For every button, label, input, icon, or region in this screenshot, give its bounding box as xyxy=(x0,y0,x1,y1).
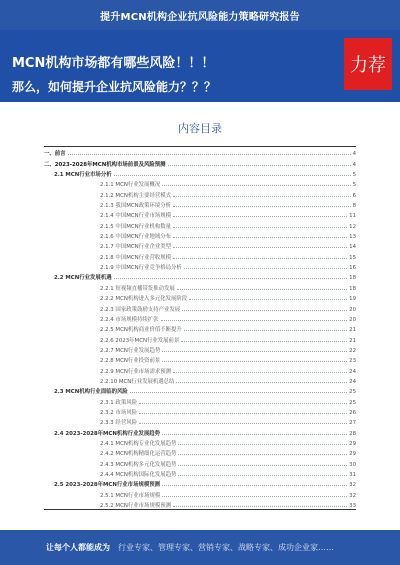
toc-dot-leader xyxy=(139,413,347,414)
toc-entry-label: 2.1.1 MCN行业发展概况 xyxy=(100,182,161,189)
toc-dot-leader xyxy=(162,485,347,486)
toc-entry-page: 8 xyxy=(352,203,356,210)
toc-dot-leader xyxy=(184,330,347,331)
toc-dot-leader xyxy=(162,434,347,435)
footer-strip xyxy=(0,530,400,565)
toc-entry-page: 20 xyxy=(349,316,356,323)
toc-entry[interactable] xyxy=(44,499,356,509)
toc-dot-leader xyxy=(189,299,347,300)
toc-dot-leader xyxy=(114,175,351,176)
toc-entry-page: 4 xyxy=(352,151,356,158)
toc-entry-label: 2.1.4 中国MCN行业市场规模 xyxy=(100,213,172,220)
toc-entry-page: 19 xyxy=(349,296,356,303)
toc-entry[interactable] xyxy=(44,271,356,281)
toc-title: 内容目录 xyxy=(178,122,222,135)
toc-entry-label: 2.2.10 MCN行业发展机遇总结 xyxy=(100,378,175,385)
toc-entry-label: 2.1.7 中国MCN行业企业类型 xyxy=(100,244,172,251)
toc-entry[interactable] xyxy=(44,209,356,219)
banner xyxy=(0,30,400,102)
toc-entry[interactable] xyxy=(44,147,356,157)
banner-subheadline: 那么，如何提升企业抗风险能力？？？ xyxy=(12,80,217,94)
toc-entry-label: 2.4.4 MCN机构国际化发展趋势 xyxy=(100,472,177,478)
toc-dot-leader xyxy=(176,382,347,383)
toc-entry[interactable] xyxy=(44,250,356,260)
toc-entry-page: 29 xyxy=(349,440,356,447)
toc-entry-page: 14 xyxy=(349,244,356,251)
toc-entry-label: 2.2 MCN行业发展机遇 xyxy=(54,275,112,282)
toc-entry-label: 2.2.9 MCN行业市场需求预测 xyxy=(100,368,172,375)
toc-entry[interactable] xyxy=(44,426,356,436)
toc-entry[interactable] xyxy=(44,478,356,488)
toc-entry[interactable] xyxy=(44,364,356,374)
toc-entry-label: 2.4 2023-2028年MCN机构行业发展趋势 xyxy=(54,430,161,437)
header-strip xyxy=(0,0,400,30)
toc-entry-label: 2.2.1 短视频直播带货推动发展 xyxy=(100,285,175,292)
toc-entry-label: 2.2.8 MCN行业投资前景 xyxy=(100,358,161,365)
toc-entry-label: 2.4.2 MCN机构精细化运营趋势 xyxy=(100,451,177,458)
toc-dot-leader xyxy=(178,454,347,455)
toc-dot-leader xyxy=(68,154,351,155)
toc-entry-page: 31 xyxy=(349,472,356,478)
toc-entry-page: 18 xyxy=(349,275,356,282)
toc-dot-leader xyxy=(181,341,347,342)
toc-entry[interactable] xyxy=(44,292,356,302)
toc-dot-leader xyxy=(173,247,347,248)
toc-entry-page: 33 xyxy=(349,503,356,510)
toc-entry-page: 25 xyxy=(349,399,356,406)
toc-entry-page: 5 xyxy=(352,172,356,179)
toc-dot-leader xyxy=(139,403,347,404)
toc-entry-label: 2.1.6 中国MCN行业地域分布 xyxy=(100,234,172,241)
toc-entry[interactable] xyxy=(44,178,356,188)
toc-entry-page: 32 xyxy=(349,482,356,489)
toc-entry-label: 2.5 2023-2028年MCN行业市场规模预测 xyxy=(54,482,161,489)
toc-entry-page: 21 xyxy=(349,327,356,334)
table-of-contents xyxy=(44,146,356,510)
logo-text: 力荐 xyxy=(350,55,386,76)
toc-entry-label: 2.1.5 中国MCN行业机构数量 xyxy=(100,223,172,230)
toc-entry-label: 2.2.4 市场规模持续扩张 xyxy=(100,316,159,323)
toc-entry-label: 2.3.1 政策风险 xyxy=(100,399,137,406)
toc-dot-leader xyxy=(173,506,347,507)
toc-entry-page: 26 xyxy=(349,409,356,416)
toc-entry-label: 2.5.2 MCN行业市场规模预测 xyxy=(100,503,172,510)
toc-entry-page: 13 xyxy=(349,234,356,241)
toc-dot-leader xyxy=(173,372,347,373)
toc-entry-label: 2.1 MCN行业市场分析 xyxy=(54,172,112,179)
toc-entry[interactable] xyxy=(44,447,356,457)
toc-dot-leader xyxy=(139,423,347,424)
toc-dot-leader xyxy=(178,465,347,466)
toc-entry[interactable] xyxy=(44,219,356,229)
toc-entry-label: 2.2.6 2023年MCN行业发展前景 xyxy=(100,337,180,344)
toc-entry-page: 5 xyxy=(352,182,356,189)
footer-items: 行业专家、管理专家、营销专家、战略专家、成功企业家…… xyxy=(118,543,334,552)
toc-entry[interactable] xyxy=(44,333,356,343)
toc-entry-label: 2.2.5 MCN机构商业价值不断提升 xyxy=(100,327,182,334)
toc-entry-label: 2.2.3 国家政策鼓励支持产业发展 xyxy=(100,306,181,313)
toc-entry-label: 2.4.3 MCN机构多元化发展趋势 xyxy=(100,461,177,468)
toc-entry-page: 18 xyxy=(349,285,356,292)
toc-entry[interactable] xyxy=(44,313,356,323)
toc-entry[interactable] xyxy=(44,354,356,364)
footer-lead: 让每个人都能成为 xyxy=(46,543,110,552)
toc-entry-page: 25 xyxy=(349,389,356,396)
toc-entry-label: 2.1.2 MCN机构主要经营模式 xyxy=(100,192,172,199)
toc-dot-leader xyxy=(184,268,347,269)
toc-entry-page: 24 xyxy=(349,378,356,385)
toc-dot-leader xyxy=(162,185,350,186)
toc-entry[interactable] xyxy=(44,281,356,291)
toc-entry-label: 2.1.8 中国MCN行业营收规模 xyxy=(100,254,172,261)
toc-dot-leader xyxy=(162,361,347,362)
toc-entry-page: 15 xyxy=(349,254,356,261)
toc-entry[interactable] xyxy=(44,385,356,395)
toc-entry-label: 2.1.3 我国MCN政策环境分析 xyxy=(100,203,172,210)
toc-entry[interactable] xyxy=(44,157,356,167)
toc-dot-leader xyxy=(114,278,348,279)
toc-entry[interactable] xyxy=(44,344,356,354)
toc-entry-page: 11 xyxy=(349,213,356,220)
toc-entry[interactable] xyxy=(44,488,356,498)
toc-entry-label: 2.1.9 中国MCN行业竞争格局分析 xyxy=(100,265,182,272)
toc-entry[interactable] xyxy=(44,188,356,198)
toc-entry-page: 23 xyxy=(349,358,356,365)
toc-entry[interactable] xyxy=(44,437,356,447)
toc-entry-page: 28 xyxy=(349,430,356,437)
toc-entry[interactable] xyxy=(44,375,356,385)
toc-entry-label: 一、前言 xyxy=(44,151,66,158)
toc-entry-label: 2.3.2 市场风险 xyxy=(100,409,137,416)
toc-entry-label: 2.2.2 MCN机构进入多元化发展阶段 xyxy=(100,296,188,303)
toc-dot-leader xyxy=(173,227,347,228)
recommend-stamp-logo xyxy=(344,38,392,90)
toc-dot-leader xyxy=(173,216,347,217)
toc-entry-page: 30 xyxy=(349,461,356,468)
toc-dot-leader xyxy=(162,351,347,352)
toc-entry-page: 29 xyxy=(349,451,356,458)
toc-entry-page: 4 xyxy=(352,161,356,168)
toc-entry[interactable] xyxy=(44,261,356,271)
toc-entry[interactable] xyxy=(44,395,356,405)
toc-dot-leader xyxy=(178,475,347,476)
toc-dot-leader xyxy=(173,206,351,207)
toc-entry-label: 2.2.7 MCN行业发展趋势 xyxy=(100,347,161,354)
header-title: 提升MCN机构企业抗风险能力策略研究报告 xyxy=(100,11,300,23)
toc-entry-page: 16 xyxy=(349,265,356,272)
toc-entry-page: 32 xyxy=(349,492,356,499)
toc-entry-page: 20 xyxy=(349,306,356,313)
toc-dot-leader xyxy=(162,496,347,497)
toc-entry[interactable] xyxy=(44,240,356,250)
toc-entry-page: 22 xyxy=(349,347,356,354)
toc-dot-leader xyxy=(173,258,347,259)
toc-entry[interactable] xyxy=(44,230,356,240)
toc-entry-page: 27 xyxy=(349,420,356,427)
toc-entry[interactable] xyxy=(44,168,356,178)
toc-dot-leader xyxy=(173,237,347,238)
toc-entry-label: 2.4.1 MCN机构专业化发展趋势 xyxy=(100,440,177,447)
toc-dot-leader xyxy=(178,444,347,445)
toc-entry-label: 2.3 MCN机构行业面临的风险 xyxy=(54,389,128,396)
toc-entry-page: 12 xyxy=(349,223,356,230)
toc-entry[interactable] xyxy=(44,468,356,478)
toc-entry[interactable] xyxy=(44,323,356,333)
toc-entry-label: 2.5.1 MCN行业市场规模 xyxy=(100,492,161,499)
toc-entry-page: 24 xyxy=(349,368,356,375)
toc-entry[interactable] xyxy=(44,302,356,312)
toc-dot-leader xyxy=(130,392,347,393)
toc-dot-leader xyxy=(182,310,347,311)
toc-dot-leader xyxy=(177,289,347,290)
toc-entry[interactable] xyxy=(44,406,356,416)
toc-entry-label: 2.3.3 经营风险 xyxy=(100,420,137,427)
toc-entry-label: 二、2023-2028年MCN机构市场前景及风险预测 xyxy=(44,161,166,168)
toc-dot-leader xyxy=(168,165,351,166)
toc-entry-page: 6 xyxy=(352,192,356,199)
toc-entry[interactable] xyxy=(44,457,356,467)
toc-dot-leader xyxy=(161,320,348,321)
toc-entry[interactable] xyxy=(44,199,356,209)
toc-entry[interactable] xyxy=(44,416,356,426)
toc-entry-page: 21 xyxy=(349,337,356,344)
toc-dot-leader xyxy=(173,196,351,197)
banner-headline: MCN机构市场都有哪些风险！！！ xyxy=(12,56,215,71)
